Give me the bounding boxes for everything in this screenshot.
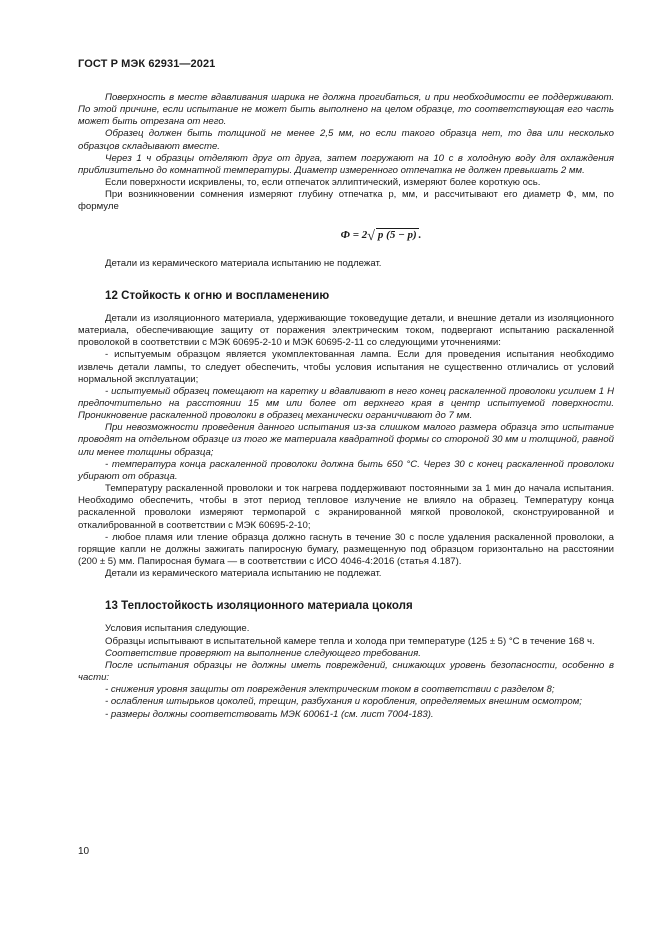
section-13-heading: 13 Теплостойкость изоляционного материала цоколя: [105, 600, 413, 613]
paragraph: Образец должен быть толщиной не менее 2,5 мм, но если такого образца нет, то два или несколько образцов складывают вместе.: [78, 128, 614, 152]
paragraph: Детали из керамического материала испытанию не подлежат.: [105, 257, 382, 269]
list-item: - размеры должны соответствовать МЭК 60061-1 (см. лист 7004-183).: [105, 708, 434, 720]
paragraph: Детали из изоляционного материала, удерживающие токоведущие детали, и внешние детали из изоляционного материала, обеспечивающие защиту от поражения электрическим током, подвергают испытанию раскаленной проволокой в соответствии с МЭК 60695-2-10 и МЭК 60695-2-11 со следующими уточнениями:: [78, 312, 614, 349]
paragraph: Поверхность в месте вдавливания шарика не должна прогибаться, и при необходимости ее поддерживают. По этой причине, если испытание не может быть выполнено на целом образце, то соответствующая его часть может быть отрезана от него.: [78, 92, 614, 128]
sqrt-symbol: √: [367, 228, 375, 244]
document-header: ГОСТ Р МЭК 62931—2021: [78, 58, 216, 70]
formula-end: .: [418, 228, 422, 241]
page-number: 10: [78, 846, 90, 857]
section-12-heading: 12 Стойкость к огню и воспламенению: [105, 289, 330, 302]
paragraph: Детали из керамического материала испытанию не подлежат.: [105, 568, 382, 580]
paragraph: Образцы испытывают в испытательной камере тепла и холода при температуре (125 ± 5) °С в течение 168 ч.: [105, 635, 595, 647]
page-content: [78, 92, 614, 721]
paragraph: Соответствие проверяют на выполнение следующего требования.: [105, 647, 421, 659]
paragraph: Через 1 ч образцы отделяют друг от друга, затем погружают на 10 с в холодную воду для охлаждения приблизительно до комнатной температуры. Диаметр измеренного отпечатка не должен превышать 2 мм.: [78, 152, 614, 176]
diameter-formula: [148, 228, 614, 244]
paragraph: При возникновении сомнения измеряют глубину отпечатка p, мм, и рассчитывают его диаметр Ф, мм, по формуле: [78, 189, 614, 213]
paragraph: После испытания образцы не должны иметь повреждений, снижающих уровень безопасности, особенно в части:: [78, 659, 614, 684]
paragraph: Условия испытания следующие.: [105, 623, 250, 635]
paragraph: Если поверхности искривлены, то, если отпечаток эллиптический, измеряют более короткую ось.: [105, 177, 541, 189]
list-item: - ослабления штырьков цоколей, трещин, разбухания и коробления, определяемых внешним осмотром;: [105, 696, 582, 708]
list-item: - любое пламя или тление образца должно гаснуть в течение 30 с после удаления раскаленной проволоки, а горящие капли не должны зажигать папиросную бумагу, размещенную под образцом горизонтально на расстоянии (200 ± 5) мм. Папиросная бумага — в соответствии с ИСО 4046-4:2016 (статья 4.187).: [78, 531, 614, 567]
formula-lhs: Ф = 2: [340, 228, 368, 241]
paragraph: При невозможности проведения данного испытания из-за слишком малого размера образца это испытание проводят на отдельном образце из того же материала квадратной формы со стороной 30 мм и толщиной, равной или менее толщины образца;: [78, 422, 614, 458]
list-item: - снижения уровня защиты от повреждения электрическим током в соответствии с разделом 8;: [105, 684, 555, 696]
list-item: - температура конца раскаленной проволоки должна быть 650 °C. Через 30 с конец раскаленной проволоки убирают от образца.: [78, 458, 614, 482]
list-item: - испытуемым образцом является укомплектованная лампа. Если для проведения испытания необходимо извлечь детали лампы, то следует обеспечить, чтобы условия испытания не существенно отличались от условий нормальной эксплуатации;: [78, 349, 614, 385]
paragraph: Температуру раскаленной проволоки и ток нагрева поддерживают постоянными за 1 мин до начала испытания. Необходимо обеспечить, чтобы в этот период тепловое излучение не влияло на образец. Температуру конца раскаленной проволоки измеряют термопарой с экранированной мягкой проволокой, сконструированной и откалиброванной в соответствии с МЭК 60695-2-10;: [78, 483, 614, 531]
formula-radicand: p (5 − p): [377, 228, 417, 241]
list-item: - испытуемый образец помещают на каретку и вдавливают в него конец раскаленной проволоки усилием 1 Н предпочтительно на расстоянии 15 мм или более от верхнего края в центр испытуемой поверхности. Проникновение раскаленной проволоки в образец механически ограничивают до 7 мм.: [78, 385, 614, 422]
